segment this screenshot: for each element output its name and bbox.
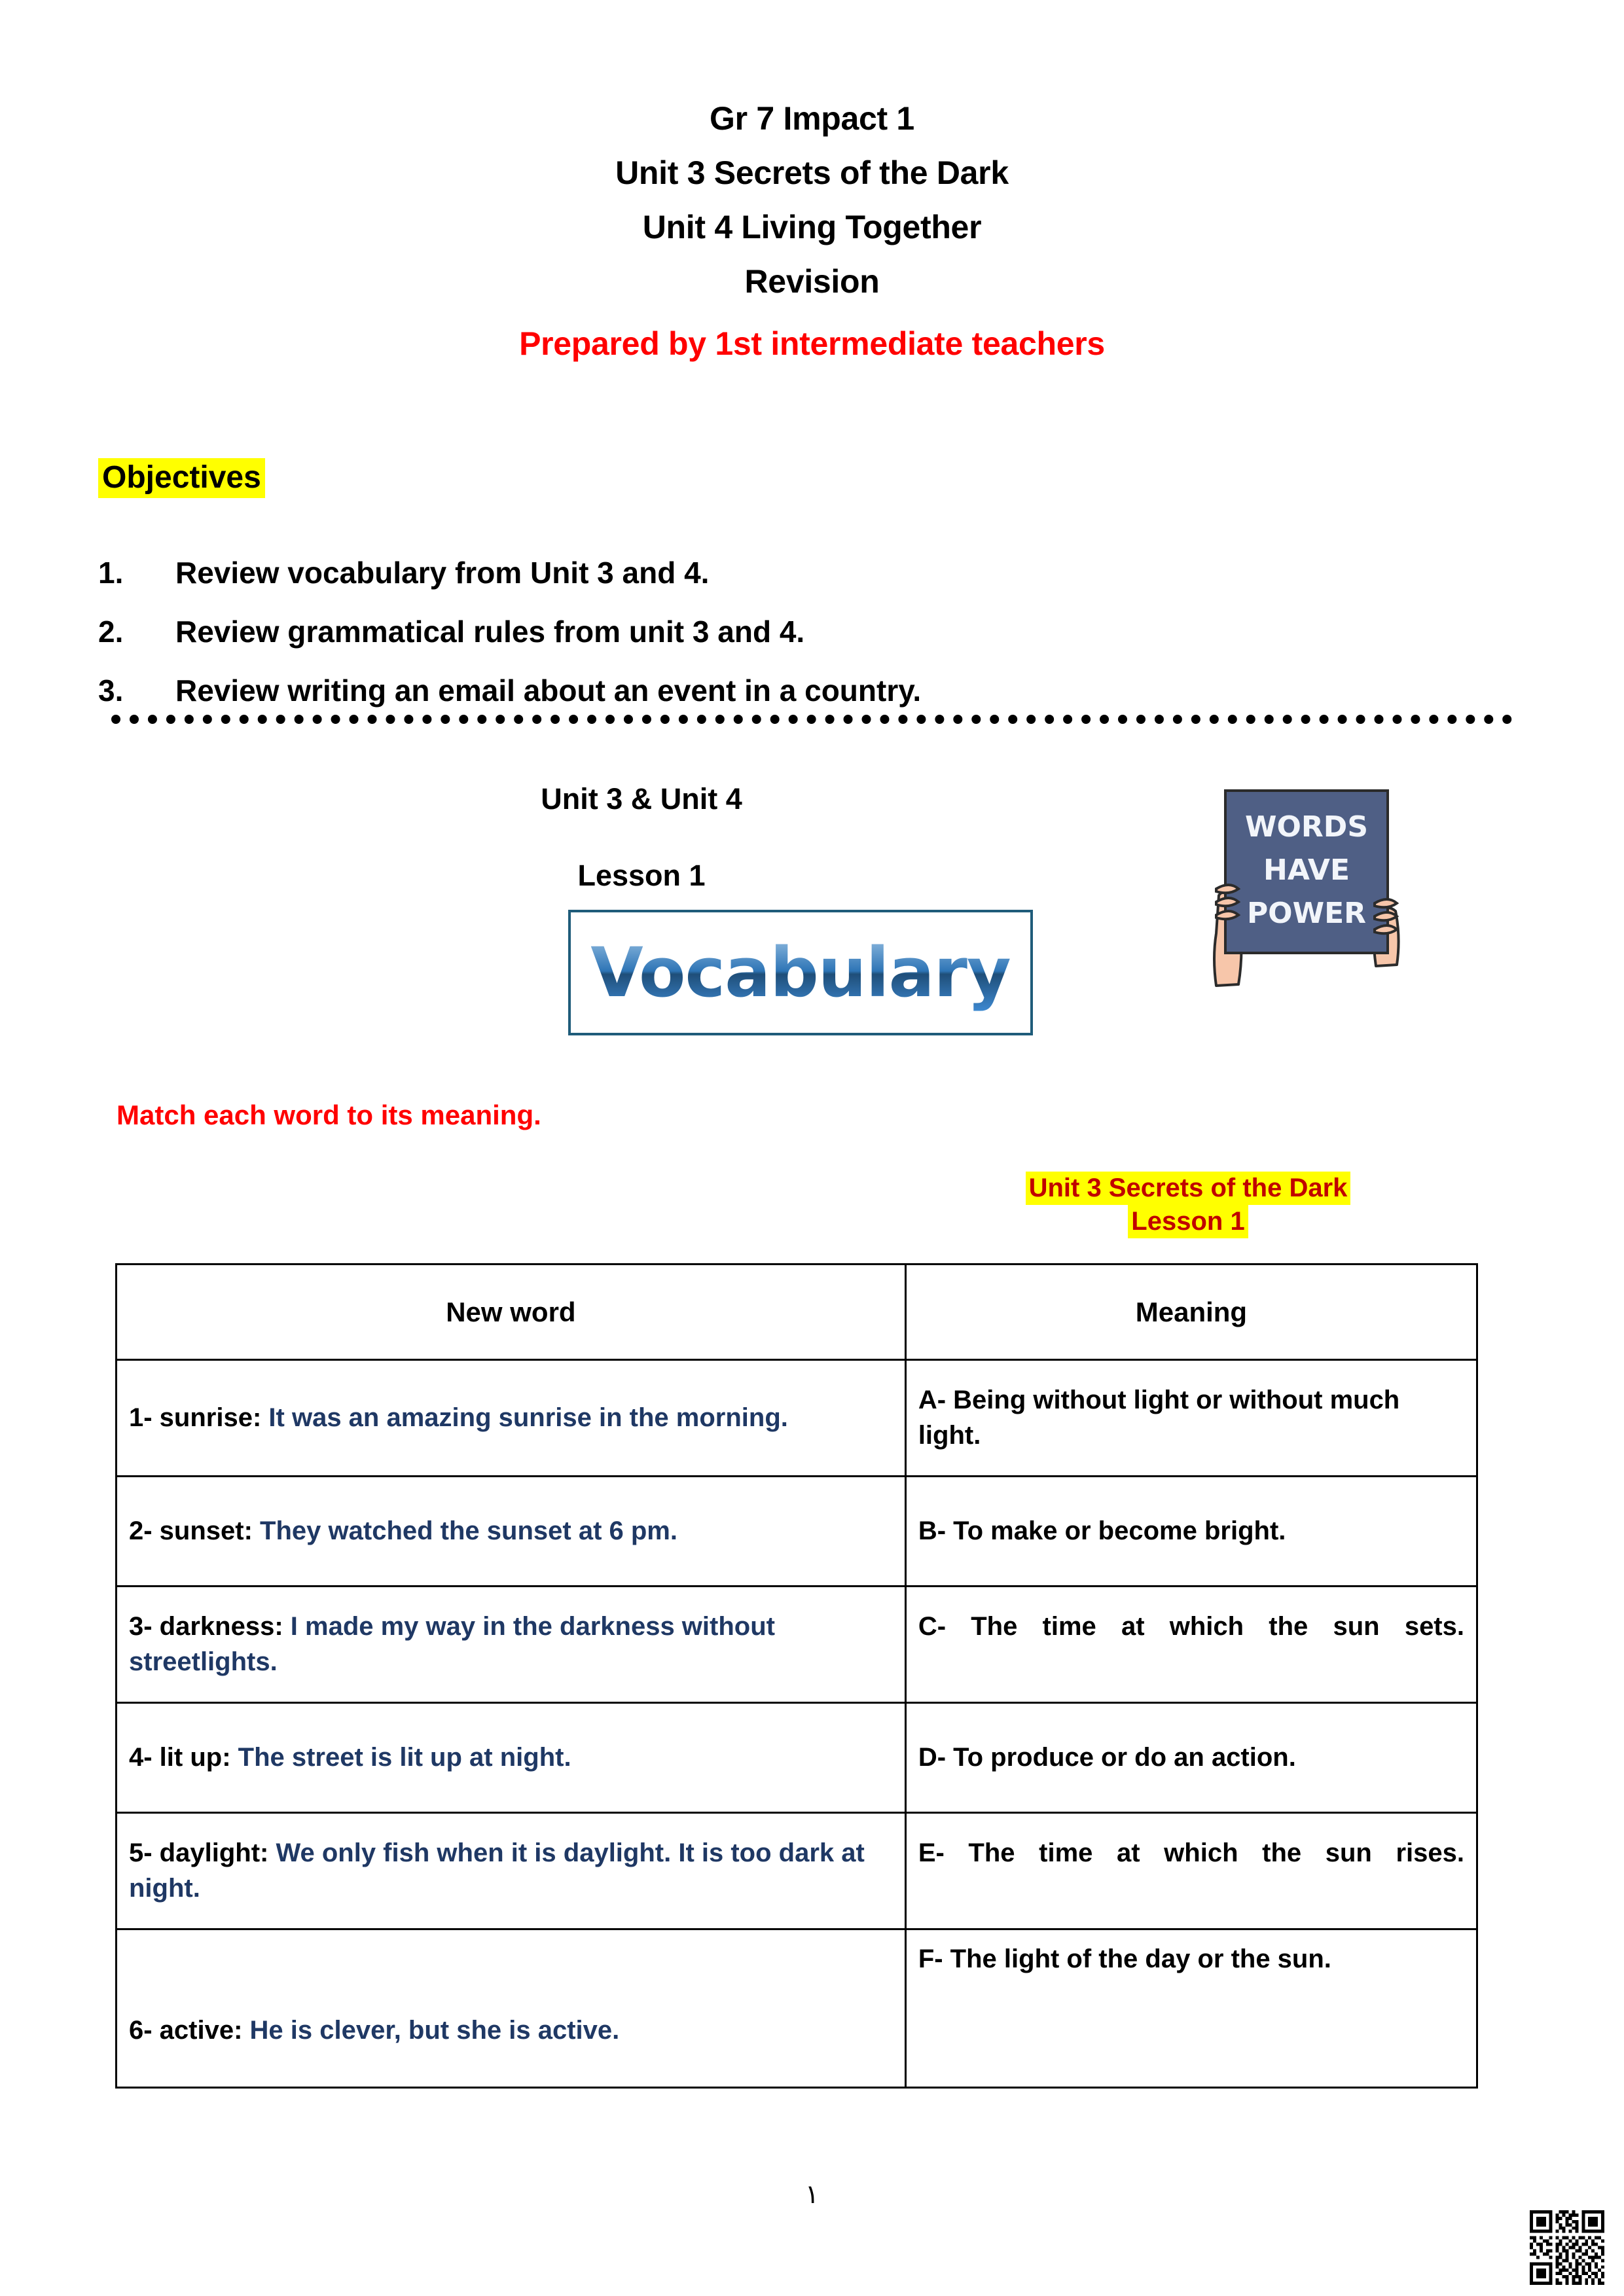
word-example-sentence: He is clever, but she is active. [249, 2016, 620, 2045]
word-example-sentence: The street is lit up at night. [238, 1742, 571, 1772]
objective-text: Review grammatical rules from unit 3 and 4. [175, 615, 805, 649]
word-label: 5- daylight: [129, 1838, 276, 1867]
table-row [117, 1587, 1477, 1703]
prepared-by-line: Prepared by 1st intermediate teachers [519, 325, 1105, 362]
word-label: 1- sunrise: [129, 1403, 269, 1432]
lesson-heading: Lesson 1 [577, 859, 706, 892]
word-cell [117, 1477, 906, 1587]
poster-line-2: HAVE [1263, 853, 1350, 887]
word-label: 4- lit up: [129, 1742, 238, 1772]
exercise-instruction: Match each word to its meaning. [117, 1100, 541, 1130]
table-row [117, 1360, 1477, 1477]
word-example-sentence: They watched the sunset at 6 pm. [260, 1516, 677, 1545]
word-label: 2- sunset: [129, 1516, 261, 1545]
word-label: 3- darkness: [129, 1611, 291, 1641]
column-header-meaning: Meaning [905, 1265, 1477, 1360]
section-divider [111, 715, 1512, 724]
poster-line-3: POWER [1246, 897, 1367, 930]
objective-number: 1. [98, 556, 124, 590]
table-caption-lesson: Lesson 1 [1128, 1205, 1248, 1238]
title-line-4: Revision [744, 263, 880, 300]
table-row [117, 1929, 1477, 2088]
word-example-sentence: I made my way in the darkness without streetlights. [129, 1611, 775, 1676]
word-label: 6- active: [129, 2016, 250, 2045]
qr-code [1526, 2207, 1608, 2288]
word-example-sentence: We only fish when it is daylight. It is too dark at night. [129, 1838, 865, 1903]
vocabulary-banner-image [568, 910, 1033, 1035]
table-row [117, 1813, 1477, 1929]
title-line-1: Gr 7 Impact 1 [710, 100, 914, 137]
vocabulary-banner-text: Vocabulary [590, 933, 1011, 1013]
poster-svg [1178, 767, 1434, 1009]
table-row [117, 1703, 1477, 1813]
meaning-cell: F- The light of the day or the sun. [905, 1929, 1477, 2088]
objective-number: 3. [98, 673, 124, 708]
title-line-2: Unit 3 Secrets of the Dark [615, 154, 1009, 191]
objectives-heading: Objectives [98, 458, 265, 498]
objective-item [98, 661, 1473, 720]
words-have-power-illustration [1178, 767, 1434, 1009]
word-cell [117, 1929, 906, 2088]
unit-heading: Unit 3 & Unit 4 [541, 782, 742, 816]
column-header-new-word: New word [117, 1265, 906, 1360]
objectives-list [98, 543, 1473, 720]
meaning-cell: A- Being without light or without much light. [905, 1360, 1477, 1477]
word-example-sentence: It was an amazing sunrise in the morning. [268, 1403, 788, 1432]
meaning-cell: B- To make or become bright. [905, 1477, 1477, 1587]
meaning-cell: D- To produce or do an action. [905, 1703, 1477, 1813]
objective-text: Review vocabulary from Unit 3 and 4. [175, 556, 710, 590]
objective-item [98, 543, 1473, 602]
meaning-cell: C- The time at which the sun sets. [905, 1587, 1477, 1703]
page-number: ١ [804, 2180, 820, 2209]
word-cell [117, 1360, 906, 1477]
table-header-row [117, 1265, 1477, 1360]
objective-number: 2. [98, 615, 124, 649]
title-line-3: Unit 4 Living Together [642, 209, 982, 245]
objective-text: Review writing an email about an event in a country. [175, 673, 922, 708]
poster-line-1: WORDS [1244, 810, 1369, 844]
word-cell [117, 1703, 906, 1813]
table-caption-unit: Unit 3 Secrets of the Dark [1026, 1172, 1351, 1205]
document-title-block [0, 92, 1624, 371]
word-cell [117, 1587, 906, 1703]
meaning-cell: E- The time at which the sun rises. [905, 1813, 1477, 1929]
table-row [117, 1477, 1477, 1587]
qr-code-svg [1526, 2207, 1608, 2288]
match-words-table [115, 1263, 1478, 2089]
word-cell [117, 1813, 906, 1929]
table-caption [897, 1172, 1479, 1238]
objective-item [98, 602, 1473, 661]
